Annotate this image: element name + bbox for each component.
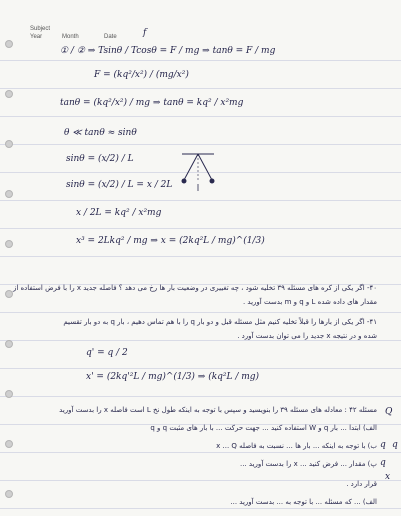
ruled-line [0,144,401,145]
hanging-charges-sketch [168,148,228,192]
ruled-line [0,228,401,229]
binder-hole [5,440,13,448]
binder-hole [5,490,13,498]
ruled-line [0,480,401,481]
ruled-line [0,116,401,117]
equation-9: q' = q / 2 [86,348,128,358]
year-label: Year [30,34,43,40]
month-label: Month [62,34,79,40]
margin-note: q [392,440,398,450]
binder-hole [5,190,13,198]
ruled-line [0,508,401,509]
problem-42-line-1: مسئله ۴۲ : معادله های مسئله ۳۹ را بنویسید و سپس با توجه به اینکه طول نخ L است فاصله x را بدست آورید [59,406,377,414]
margin-note: q [380,458,386,468]
equation-5: sinθ = (x/2) / L [66,154,134,164]
ruled-line [0,340,401,341]
equation-6: sinθ = (x/2) / L = x / 2L [66,180,173,190]
ruled-line [0,312,401,313]
ruled-line [0,396,401,397]
binder-hole [5,90,13,98]
problem-43-line-1: الف) ... که مسئله ... با توجه به ... بدست آورید ... [230,498,377,506]
binder-hole [5,240,13,248]
date-label: Date [104,34,117,40]
problem-42-line-5: قرار دارد . [346,480,377,488]
page-number: f [143,28,147,38]
ruled-line [0,60,401,61]
problem-42-line-2: الف) ابتدا ... بار q و W استفاده کنید ... جهت حرکت ... با بار های مثبت q و q [150,424,377,432]
binder-hole [5,390,13,398]
problem-42-line-3: ب) با توجه به اینکه ... بار ها ... نسبت به فاصله x ... Q [216,442,377,450]
problem-41-line-1: ۴۱- اگر یکی از بارها را قبلاً تخلیه کنیم مثل مسئله قبل و دو بار q را با هم تماس دهیم ، بار q به دو بار تقسیم [63,318,377,326]
equation-8: x³ = 2Lkq² / mg ⇒ x = (2kq²L / mg)^(1/3) [76,236,265,246]
binder-hole [5,340,13,348]
margin-note: q [380,440,386,450]
equation-10: x' = (2kq'²L / mg)^(1/3) ⇒ (kq²L / mg) [86,372,260,382]
equation-7: x / 2L = kq² / x²mg [76,208,162,218]
equation-1: ① / ② ⇒ Tsinθ / Tcosθ = F / mg ⇒ tanθ = F / mg [60,46,276,56]
problem-40-line-2: مقدار های داده شده L و q و m بدست آورید . [242,298,377,306]
ruled-line [0,256,401,257]
subject-label: Subject [30,26,51,32]
ruled-line [0,88,401,89]
binder-hole [5,290,13,298]
ruled-line [0,452,401,453]
problem-41-line-2: شده و در نتیجه x جدید را می توان بدست آورد . [237,332,377,340]
equation-2: F = (kq²/x²) / (mg/x²) [94,70,189,80]
binder-hole [5,40,13,48]
ruled-line [0,368,401,369]
margin-note: Q [385,407,393,417]
binder-hole [5,140,13,148]
problem-42-line-4: پ) مقدار ... فرض کنید ... x را بدست آورید ... [240,460,377,468]
equation-3: tanθ = (kq²/x²) / mg ⇒ tanθ = kq² / x²mg [60,98,244,108]
problem-40-line-1: ۴۰- اگر یکی از کره های مسئله ۳۹ تخلیه شود ، چه تغییری در وضعیت بار ها رخ می دهد ؟ فاصله جدید x را با فرض استفاده از [12,284,377,292]
margin-note: x [385,472,391,482]
ruled-line [0,200,401,201]
equation-4: θ ≪ tanθ ≈ sinθ [64,128,137,138]
